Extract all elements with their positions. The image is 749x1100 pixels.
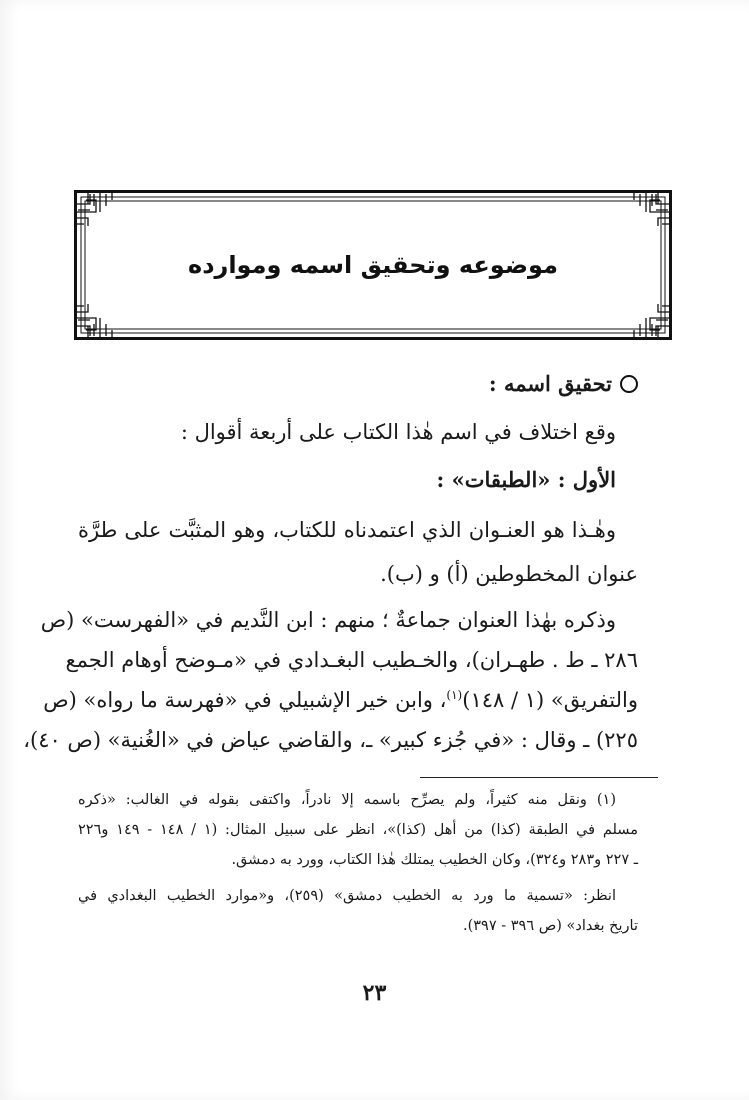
footnote-separator (420, 777, 658, 778)
main-text (23, 360, 638, 760)
paragraph-2-line-4: ٢٢٥) ـ وقال : «في جُزء كبير» ـ، والقاضي عياض في «الغُنية» (ص ٤٠)، (23, 728, 638, 752)
paragraph-2-line-2: ٢٨٦ ـ ط . طهـران)، والخـطيب البغـدادي في «مـوضح أوهام الجمع (65, 648, 638, 672)
title-frame (74, 190, 672, 340)
heading: تحقيق اسمه : (488, 371, 612, 396)
paragraph-1-line-2: عنوان المخطوطين (أ) و (ب). (380, 562, 638, 586)
text-segment: ، وابن خير الإشبيلي في «فهرسة ما رواه» (ص (43, 688, 447, 712)
paragraph-2-line-1: وذكره بهٰذا العنوان جماعةٌ ؛ منهم : ابن النَّديم في «الفهرست» (ص (40, 608, 616, 632)
section-title: موضوعه وتحقيق اسمه وموارده (188, 251, 558, 279)
page-number: ٢٣ (362, 980, 387, 1006)
paragraph-2-line-3 (43, 680, 638, 720)
footnotes (78, 786, 638, 966)
footnote-1-line-1: (١) ونقل منه كثيراً، ولم يصرِّح باسمه إلا نادراً، واكتفى بقوله في الغالب: «ذكره (78, 792, 616, 808)
heading-line (78, 364, 638, 404)
footnote-1-line-2: مسلم في الطبقة (كذا) من أهل (كذا)»، انظر على سبيل المثال: (١ / ١٤٨ - ١٤٩ و٢٢٦ (78, 822, 638, 838)
circle-bullet-icon (620, 375, 638, 393)
intro-line: وقع اختلاف في اسم هٰذا الكتاب على أربعة أقوال : (180, 420, 616, 444)
text-segment: والتفريق» (١ / ١٤٨) (462, 688, 638, 712)
paragraph-1-line-1: وهٰـذا هو العنـوان الذي اعتمدناه للكتاب، وهو المثبَّت على طرَّة (78, 518, 616, 542)
first-opinion-title: الأول : «الطبقات» : (436, 467, 616, 492)
footnote-2-line-2: تاريخ بغداد» (ص ٣٩٦ - ٣٩٧). (462, 918, 638, 934)
footnote-1-line-3: ـ ٢٢٧ و٢٨٣ و٣٢٤)، وكان الخطيب يمتلك هٰذا الكتاب، وورد به دمشق. (231, 852, 638, 868)
footnote-2-line-1: انظر: «تسمية ما ورد به الخطيب دمشق» (٢٥٩)، و«موارد الخطيب البغدادي في (78, 888, 616, 904)
footnote-reference: (١) (446, 688, 463, 702)
